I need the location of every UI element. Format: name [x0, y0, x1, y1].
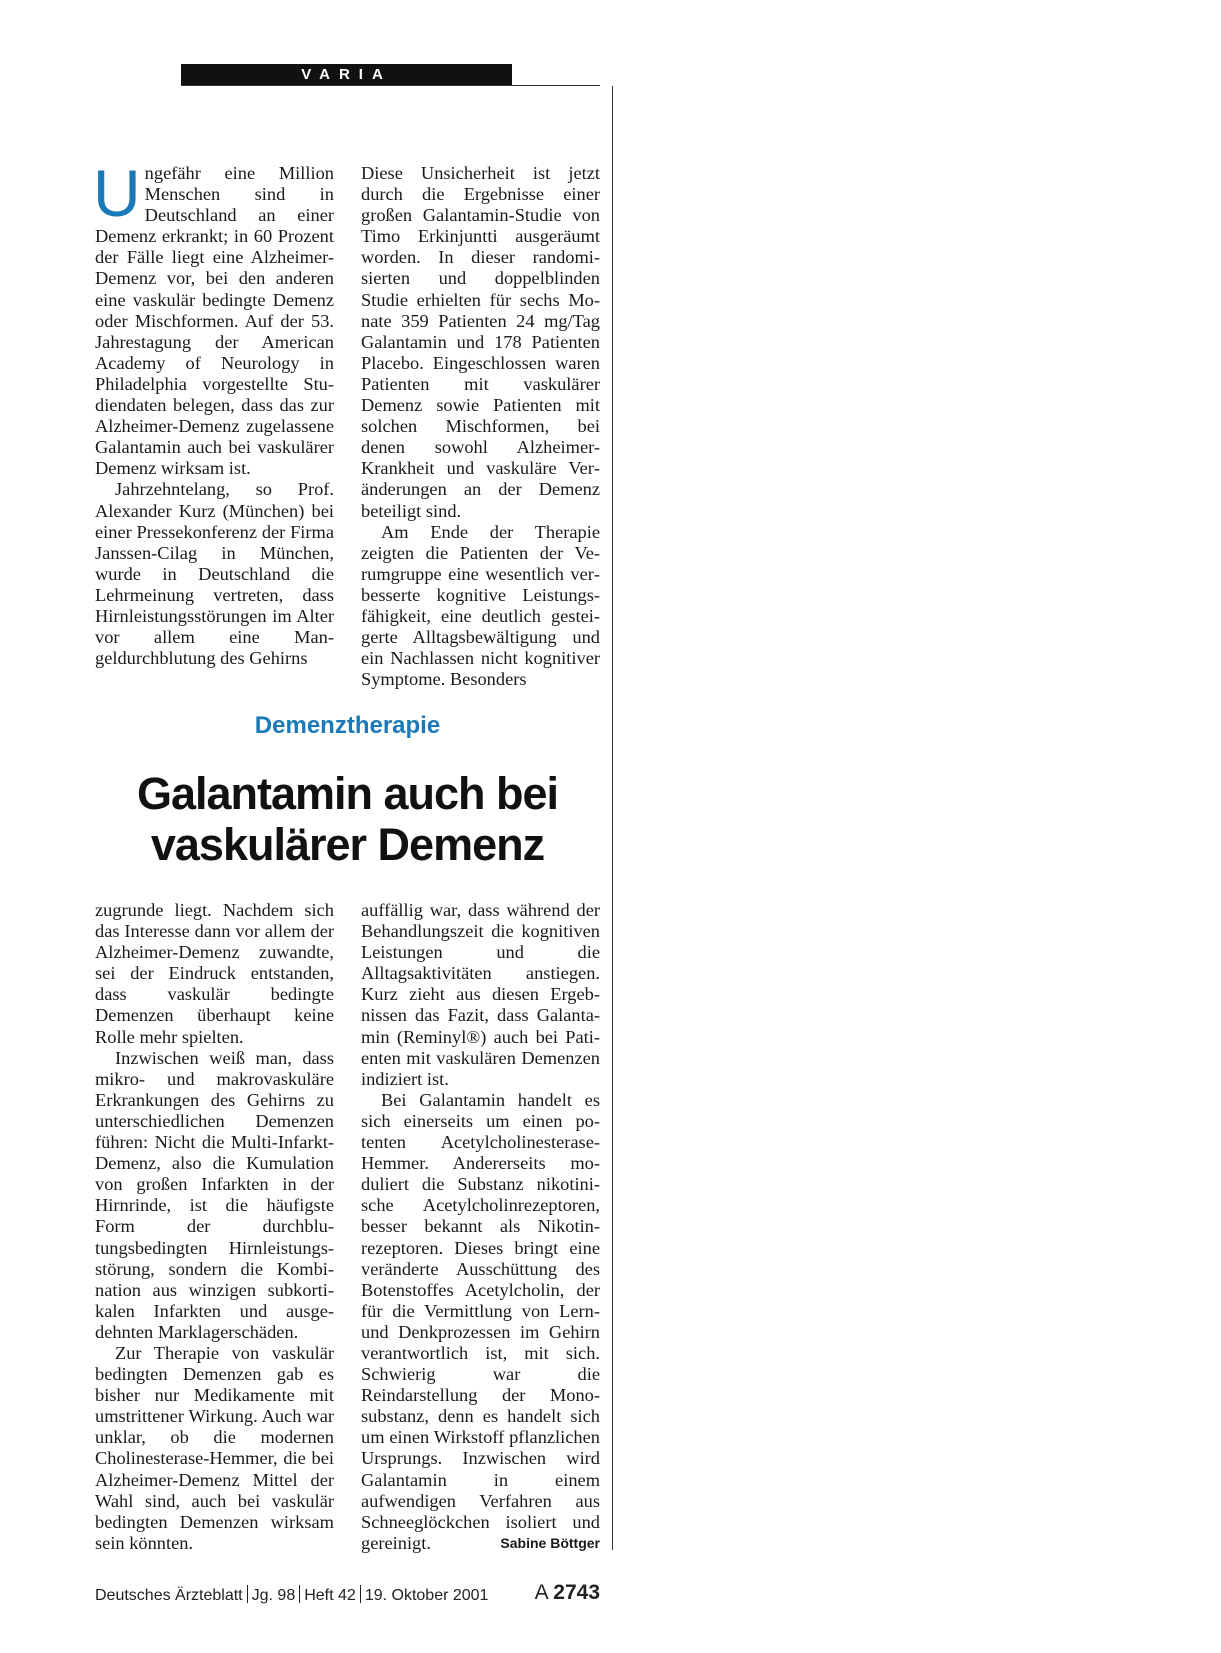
top-rule [181, 85, 600, 86]
paragraph: Inzwischen weiß man, dass mikro- und makrovaskuläre Erkrankungen des Gehirns zu unterschiedlichen Demenzen führen: Nicht die Multi-Infarkt-Demenz, also die Kumulation von großen Infarkten in der Hirnrinde, ist die häufigste Form der durchblutungsbedingten Hirnleistungsstörung, sondern die Kombination aus winzigen subkortikalen Infarkten und ausgedehnten Marklagerschäden. [95, 1047, 334, 1342]
paragraph: Am Ende der Therapie zeigten die Patienten der Verumgruppe eine wesentlich verbesserte kognitive Leistungsfähigkeit, eine deutlich gesteigerte Alltagsbewältigung und ein Nachlassen nicht kognitiver Symptome. Besonders [361, 521, 600, 690]
drop-cap: U [93, 156, 141, 230]
intro-text: ngefähr eine Million Menschen sind in Deutschland an einer Demenz erkrankt; in 60 Prozent der Fälle liegt eine Alzheimer-Demenz vor, bei den anderen eine vaskulär bedingte Demenz oder Mischformen. Auf der 53. Jahrestagung der American Academy of Neurology in Philadelphia vorgestellte Studiendaten belegen, dass das zur Alzheimer-Demenz zugelassene Galantamin auch bei vaskulärer Demenz wirksam ist. [95, 163, 334, 479]
article-headline: Galantamin auch bei vaskulärer Demenz [136, 768, 559, 870]
section-label: VARIA [181, 64, 512, 86]
column-2 [361, 163, 600, 690]
issue: Heft 42 [304, 1587, 356, 1604]
page-number-value: 2743 [553, 1581, 600, 1604]
last-text: Bei Galantamin handelt es sich einerseits um einen potenten Acetylcholinesterase-Hemmer. Andererseits moduliert die Substanz nikotinische Acetylcholinrezeptoren, besser bekannt als Nikotinrezeptoren. Dieses bringt eine veränderte Ausschüttung des Botenstoffes Acetylcholin, der für die Vermittlung von Lern- und Denkprozessen im Gehirn verantwortlich ist, mit sich. Schwierig war die Reindarstellung der Monosubstanz, denn es handelt sich um einen Wirkstoff pflanzlichen Ursprungs. Inzwischen wird Galantamin in einem aufwendigen Verfahren aus Schneeglöckchen isoliert und gereinigt. [361, 1089, 600, 1553]
page-prefix: A [534, 1581, 548, 1604]
paragraph: zugrunde liegt. Nachdem sich das Interesse dann vor allem der Alzheimer-Demenz zuwandte, sei der Eindruck entstanden, dass vaskulär bedingte Demenzen überhaupt keine Rolle mehr spielten. [95, 900, 334, 1047]
column-3 [95, 900, 334, 1554]
volume: Jg. 98 [251, 1587, 296, 1604]
paragraph-intro [93, 156, 334, 479]
date: 19. Oktober 2001 [364, 1587, 489, 1604]
paragraph: Zur Therapie von vaskulär bedingten Demenzen gab es bisher nur Medikamente mit umstrittener Wirkung. Auch war unklar, ob die modernen Cholinesterase-Hemmer, die bei Alzheimer-Demenz Mittel der Wahl sind, auch bei vaskulär bedingten Demenzen wirksam sein könnten. [95, 1342, 334, 1553]
footer-divider [247, 1585, 248, 1603]
paragraph: auffällig war, dass während der Behandlungszeit die kognitiven Leistungen und die Alltagsaktivitäten anstiegen. Kurz zieht aus diesen Ergebnissen das Fazit, dass Galantamin (Reminyl®) auch bei Patienten mit vaskulären Demenzen indiziert ist. [361, 900, 600, 1089]
column-rule [612, 86, 613, 1550]
page-footer [95, 1581, 600, 1605]
paragraph-last [361, 1090, 600, 1554]
footer-divider [360, 1585, 361, 1603]
column-1 [93, 156, 334, 669]
paragraph: Jahrzehntelang, so Prof. Alexander Kurz (München) bei einer Pressekonferenz der Firma Janssen-Cilag in München, wurde in Deutschland die Lehrmeinung vertreten, dass Hirnleistungsstörungen im Alter vor allem eine Mangeldurchblutung des Gehirns [95, 479, 334, 669]
paragraph: Diese Unsicherheit ist jetzt durch die Ergebnisse einer großen Galantamin-Studie von Timo Erkinjuntti ausgeräumt worden. In dieser randomisierten und doppelblinden Studie erhielten für sechs Monate 359 Patienten 24 mg/Tag Galantamin und 178 Patienten Placebo. Eingeschlossen waren Patienten mit vaskulärer Demenz sowie Patienten mit solchen Mischformen, bei denen sowohl Alzheimer-Krankheit und vaskuläre Veränderungen an der Demenz beteiligt sind. [361, 163, 600, 521]
author-byline: Sabine Böttger [500, 1534, 600, 1551]
kicker: Demenztherapie [254, 712, 441, 739]
page-number [535, 1581, 600, 1605]
journal-name: Deutsches Ärzteblatt [95, 1587, 243, 1604]
footer-divider [299, 1585, 300, 1603]
column-4 [361, 900, 600, 1554]
